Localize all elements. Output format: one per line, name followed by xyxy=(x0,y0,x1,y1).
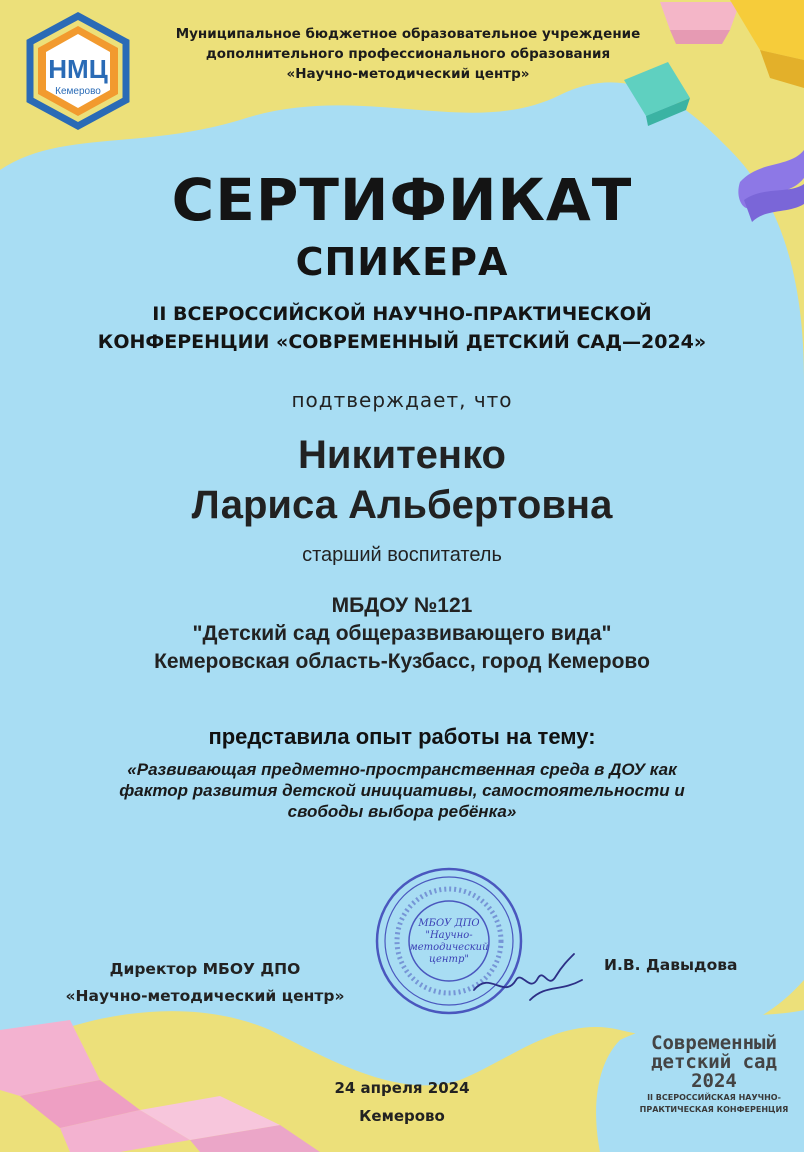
topic-text xyxy=(70,759,734,822)
emblem-line-5: ПРАКТИЧЕСКАЯ КОНФЕРЕНЦИЯ xyxy=(639,1105,789,1114)
conference-emblem xyxy=(624,1034,804,1134)
director-line-2: «Научно-методический центр» xyxy=(65,987,345,1005)
confirms-text: подтверждает, что xyxy=(291,388,513,412)
logo-city: Кемерово xyxy=(55,86,101,97)
director-title xyxy=(30,956,380,1010)
director-line-1: Директор МБОУ ДПО xyxy=(109,960,301,978)
org-line-2: дополнительного профессионального образования xyxy=(205,46,611,62)
emblem-line-1: Современный xyxy=(651,1032,777,1054)
certificate-subtitle: СПИКЕРА xyxy=(295,240,509,284)
org-line-1: Муниципальное бюджетное образовательное учреждение xyxy=(175,26,641,42)
logo-abbr: НМЦ xyxy=(48,54,108,84)
topic-lead: представила опыт работы на тему: xyxy=(208,724,596,749)
nmc-logo xyxy=(22,12,134,130)
org-line-3: «Научно-методический центр» xyxy=(286,66,530,82)
stamp-center-line-2: "Научно- xyxy=(425,930,473,941)
topic-line-1: «Развивающая предметно-пространственная среда в ДОУ как xyxy=(127,760,677,779)
topic-line-2: фактор развития детской инициативы, самостоятельности и xyxy=(119,781,685,800)
stamp-center-line-3: методический xyxy=(409,942,489,953)
emblem-line-2: детский сад xyxy=(651,1051,777,1073)
conference-line-1: II ВСЕРОССИЙСКОЙ НАУЧНО-ПРАКТИЧЕСКОЙ xyxy=(152,303,652,325)
conference-line-2: КОНФЕРЕНЦИИ «СОВРЕМЕННЫЙ ДЕТСКИЙ САД—2024» xyxy=(97,331,707,353)
recipient-institution xyxy=(0,592,804,676)
recipient-surname: Никитенко xyxy=(297,433,506,477)
institution-line-1: МБДОУ №121 xyxy=(331,594,473,617)
conference-name xyxy=(0,300,804,356)
organization-header xyxy=(140,24,676,84)
stamp-center-line-1: МБОУ ДПО xyxy=(418,918,480,929)
issue-date: 24 апреля 2024 xyxy=(334,1079,470,1097)
recipient-given-names: Лариса Альбертовна xyxy=(191,483,613,527)
emblem-line-4: II ВСЕРОССИЙСКАЯ НАУЧНО- xyxy=(647,1093,781,1102)
signature xyxy=(470,950,590,1010)
recipient-position: старший воспитатель xyxy=(302,544,502,566)
emblem-line-3: 2024 xyxy=(691,1070,737,1092)
stamp-center-line-4: центр" xyxy=(429,954,469,965)
issue-city: Кемерово xyxy=(359,1107,445,1125)
topic-line-3: свободы выбора ребёнка» xyxy=(287,802,517,821)
recipient-name xyxy=(0,430,804,530)
certificate-title: СЕРТИФИКАТ xyxy=(171,166,633,234)
institution-line-2: "Детский сад общеразвивающего вида" xyxy=(192,622,612,645)
signer-name: И.В. Давыдова xyxy=(604,956,738,974)
institution-line-3: Кемеровская область-Кузбасс, город Кемерово xyxy=(154,650,650,673)
